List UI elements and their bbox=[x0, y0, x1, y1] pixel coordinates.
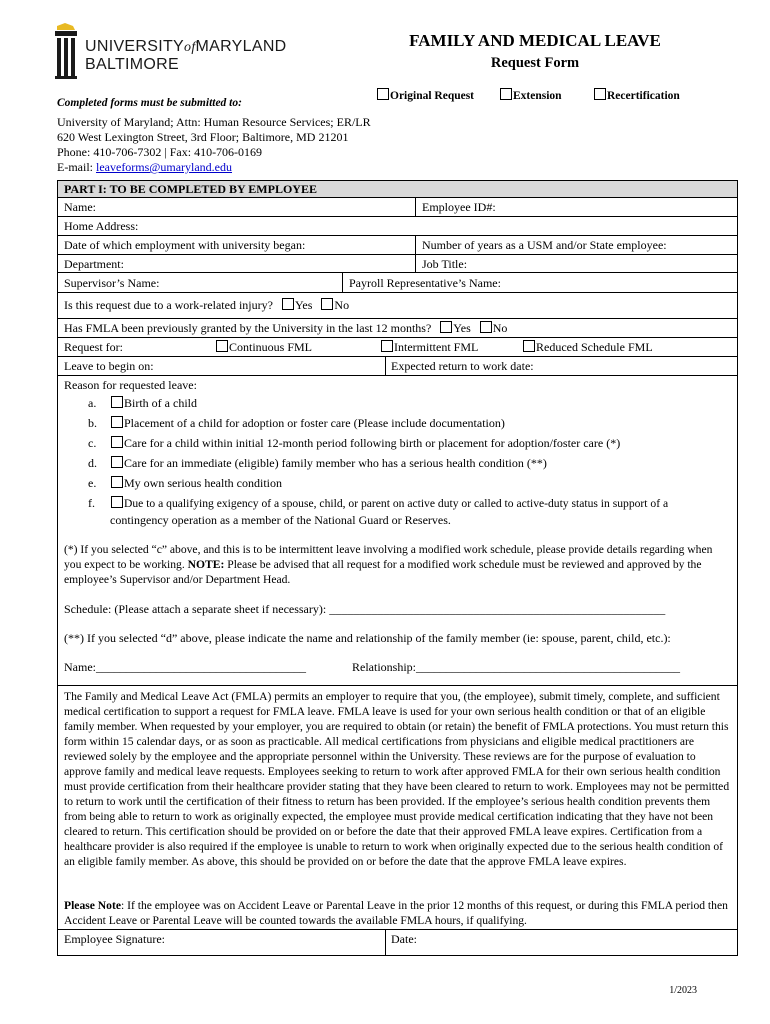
checkbox-icon[interactable] bbox=[480, 321, 492, 333]
reason-d: d. bbox=[88, 456, 97, 470]
phone-fax: Phone: 410-706-7302 | Fax: 410-706-0169 bbox=[57, 145, 263, 159]
years-employee-field[interactable]: Number of years as a USM and/or State employee: bbox=[422, 238, 667, 252]
prior-fmla-question: Has FMLA been previously granted by the University in the last 12 months? Yes No bbox=[64, 321, 508, 335]
revision-date: 1/2023 bbox=[669, 985, 697, 996]
original-request-option[interactable]: Original Request bbox=[377, 88, 474, 103]
signature-date-field[interactable]: Date: bbox=[391, 932, 417, 946]
employee-signature-field[interactable]: Employee Signature: bbox=[64, 932, 165, 946]
address-line-2: 620 West Lexington Street, 3rd Floor; Baltimore, MD 21201 bbox=[57, 130, 349, 144]
leave-begin-field[interactable]: Leave to begin on: bbox=[64, 359, 154, 373]
expected-return-field[interactable]: Expected return to work date: bbox=[391, 359, 534, 373]
payroll-rep-field[interactable]: Payroll Representative’s Name: bbox=[349, 276, 501, 290]
employee-form bbox=[57, 180, 738, 956]
note-c-paragraph: (*) If you selected “c” above, and this is to be intermittent leave involving a modified work schedule, please provide details regarding when you expect to be working. NOTE: Please be advised that all request for a modified work schedule must be reviewed and approved by the employee’s Supervisor and/or Department Head. bbox=[64, 543, 713, 586]
employment-began-field[interactable]: Date of which employment with university began: bbox=[64, 238, 306, 252]
employee-id-field[interactable]: Employee ID#: bbox=[422, 200, 496, 214]
reason-label: Reason for requested leave: bbox=[64, 378, 197, 392]
schedule-field[interactable]: Schedule: (Please attach a separate sheet if necessary): ________________________________________________________ bbox=[64, 602, 666, 616]
work-injury-no[interactable]: No bbox=[321, 298, 349, 312]
checkbox-icon[interactable] bbox=[381, 340, 393, 352]
submission-note: Completed forms must be submitted to: bbox=[57, 97, 242, 109]
part-header-label: PART I: TO BE COMPLETED BY EMPLOYEE bbox=[64, 182, 317, 196]
reason-f: f. bbox=[88, 496, 95, 510]
home-address-field[interactable]: Home Address: bbox=[64, 219, 139, 233]
name-field[interactable]: Name: bbox=[64, 200, 96, 214]
reason-b-option[interactable]: Placement of a child for adoption or foster care (Please include documentation) bbox=[111, 416, 505, 430]
reason-d-option[interactable]: Care for an immediate (eligible) family member who has a serious health condition (**) bbox=[111, 456, 547, 470]
request-for-label: Request for: bbox=[64, 340, 123, 354]
prior-fmla-no[interactable]: No bbox=[480, 321, 508, 335]
checkbox-icon[interactable] bbox=[111, 396, 123, 408]
supervisor-field[interactable]: Supervisor’s Name: bbox=[64, 276, 160, 290]
work-injury-question: Is this request due to a work-related injury? Yes No bbox=[64, 298, 350, 312]
checkbox-icon[interactable] bbox=[440, 321, 452, 333]
note-d-text: (**) If you selected “d” above, please indicate the name and relationship of the family member (ie: spouse, parent, child, etc.): bbox=[64, 631, 671, 645]
form-subtitle: Request Form bbox=[490, 55, 580, 71]
email-link[interactable]: leaveforms@umaryland.edu bbox=[96, 160, 233, 174]
prior-fmla-yes[interactable]: Yes bbox=[440, 321, 470, 335]
reason-c-option[interactable]: Care for a child within initial 12-month period following birth or placement for adoption/foster care (*) bbox=[111, 436, 620, 450]
continuous-fml-option[interactable]: Continuous FML bbox=[216, 340, 312, 354]
family-member-relationship-field[interactable]: Relationship:____________________________________________ bbox=[352, 660, 680, 674]
reason-e-option[interactable]: My own serious health condition bbox=[111, 476, 282, 490]
form-title: FAMILY AND MEDICAL LEAVE bbox=[409, 31, 661, 50]
email-line: E-mail: leaveforms@umaryland.edu bbox=[57, 160, 233, 174]
checkbox-icon[interactable] bbox=[594, 88, 606, 100]
reason-e: e. bbox=[88, 476, 97, 490]
reason-b: b. bbox=[88, 416, 97, 430]
family-member-name-field[interactable]: Name:___________________________________ bbox=[64, 660, 306, 674]
recertification-option[interactable]: Recertification bbox=[594, 88, 680, 103]
checkbox-icon[interactable] bbox=[111, 496, 123, 508]
reason-a-option[interactable]: Birth of a child bbox=[111, 396, 197, 410]
logo-line-1: UNIVERSITYofMARYLAND bbox=[85, 38, 287, 55]
checkbox-icon[interactable] bbox=[111, 456, 123, 468]
fmla-paragraph: The Family and Medical Leave Act (FMLA) permits an employer to require that you, (the employee), submit timely, complete, and sufficient medical certification to support a request for FMLA leave. FMLA leave is used for your own serious health condition or that of an eligible family member. When requested by your employer, you are required to obtain (or retain) the benefit of FMLA protections. You must return this form within 15 calendar days, or as soon as practicable. All medical certifications from physicians and eligible medical practitioners are reviewed solely by the employee and the appropriate personnel within the University. These reviews are for the purpose of evaluation to approve family and medical leave requests. Employees seeking to return to work after approved FMLA for their own serious health condition must provide certification from their healthcare provider stating that they have been cleared to return to work. Employees may not be permitted to return to work until the certification of their fitness to return has been provided. If the employee’s serious health condition prevents them from being able to return to work as originally expected, the employee must provide medical certification indicating that they have not been cleared to return. This certification should be provided on or before the date that their approved FMLA leave expires. Certification from a healthcare provider is also required if the employee is unable to return to work when originally expected due to the serious health condition of an eligible family member. As above, this should be provided on or before the date that the approve FMLA leave expires. bbox=[64, 690, 730, 868]
reason-a[interactable]: a. bbox=[88, 396, 97, 410]
reason-c: c. bbox=[88, 436, 97, 450]
extension-option[interactable]: Extension bbox=[500, 88, 562, 103]
reason-f-continued: contingency operation as a member of the National Guard or Reserves. bbox=[110, 513, 451, 527]
department-field[interactable]: Department: bbox=[64, 257, 124, 271]
checkbox-icon[interactable] bbox=[111, 436, 123, 448]
checkbox-icon[interactable] bbox=[321, 298, 333, 310]
intermittent-fml-option[interactable]: Intermittent FML bbox=[381, 340, 478, 354]
checkbox-icon[interactable] bbox=[500, 88, 512, 100]
checkbox-icon[interactable] bbox=[377, 88, 389, 100]
university-logo bbox=[55, 22, 285, 82]
checkbox-icon[interactable] bbox=[216, 340, 228, 352]
address-line-1: University of Maryland; Attn: Human Resource Services; ER/LR bbox=[57, 115, 371, 129]
umb-shield-icon bbox=[55, 22, 79, 80]
checkbox-icon[interactable] bbox=[523, 340, 535, 352]
please-note-paragraph: Please Note: If the employee was on Accident Leave or Parental Leave in the prior 12 months of this request, or during this FMLA period then Accident Leave or Parental Leave will be counted towards the available FMLA hours, if qualifying. bbox=[64, 899, 728, 927]
job-title-field[interactable]: Job Title: bbox=[422, 257, 468, 271]
reduced-schedule-fml-option[interactable]: Reduced Schedule FML bbox=[523, 340, 653, 354]
reason-f-option[interactable]: Due to a qualifying exigency of a spouse, child, or parent on active duty or called to active-duty status in support of a bbox=[111, 496, 668, 511]
checkbox-icon[interactable] bbox=[111, 416, 123, 428]
logo-line-2: BALTIMORE bbox=[85, 56, 179, 73]
checkbox-icon[interactable] bbox=[282, 298, 294, 310]
checkbox-icon[interactable] bbox=[111, 476, 123, 488]
work-injury-yes[interactable]: Yes bbox=[282, 298, 312, 312]
